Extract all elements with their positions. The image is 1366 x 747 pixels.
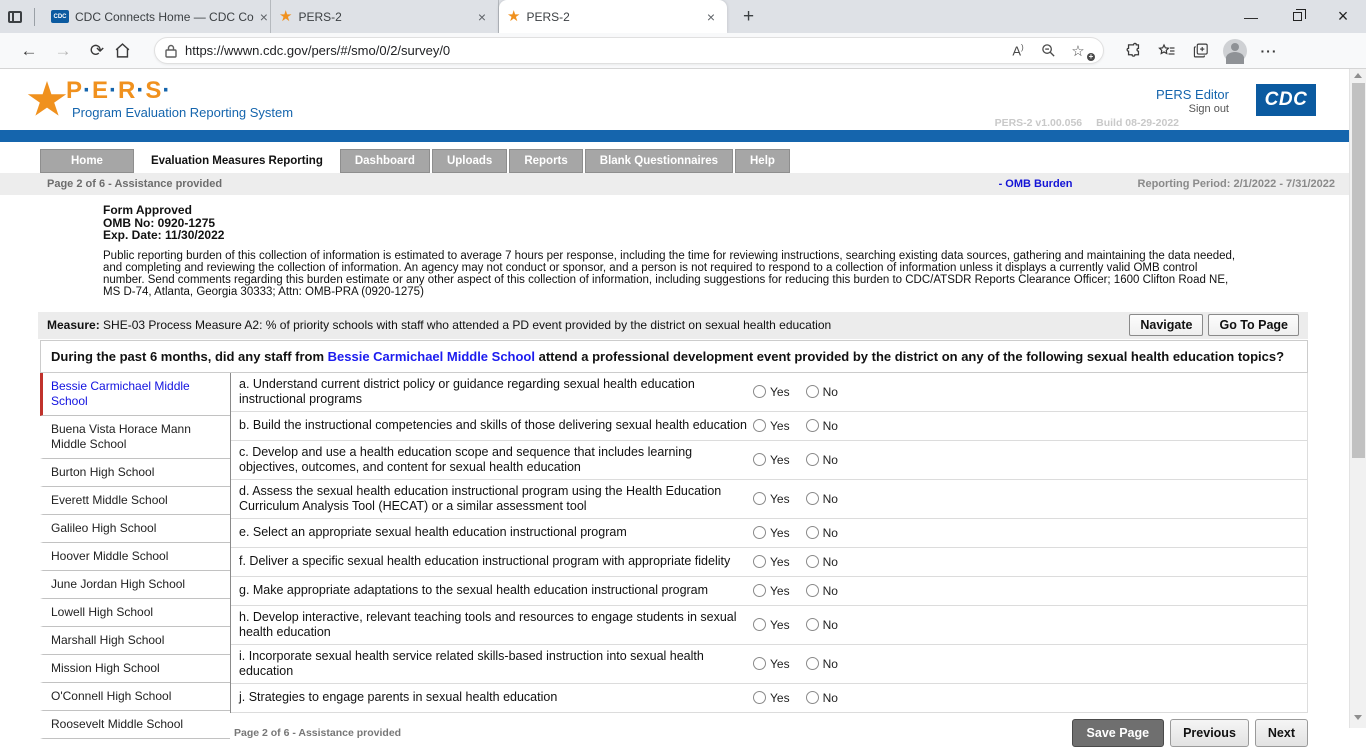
profile-avatar[interactable]	[1220, 36, 1250, 66]
navigate-button[interactable]: Navigate	[1129, 314, 1203, 336]
no-radio[interactable]: No	[806, 419, 838, 433]
question-item-text: a. Understand current district policy or guidance regarding sexual health education instructional programs	[239, 376, 695, 406]
forward-icon[interactable]: →	[54, 40, 72, 60]
footer-page-progress: Page 2 of 6 - Assistance provided	[234, 726, 402, 739]
survey-question: During the past 6 months, did any staff from Bessie Carmichael Middle School attend a professional development event provided by the district on any of the following sexual health education topics?	[40, 340, 1308, 373]
home-icon[interactable]	[114, 42, 148, 59]
question-row	[231, 441, 1307, 480]
no-radio[interactable]: No	[806, 657, 838, 671]
school-list-item[interactable]: Buena Vista Horace Mann Middle School	[40, 416, 230, 459]
no-radio[interactable]: No	[806, 618, 838, 632]
radio-button-icon[interactable]	[806, 385, 819, 398]
radio-button-icon[interactable]	[806, 618, 819, 631]
radio-button-icon[interactable]	[753, 385, 766, 398]
school-list-item[interactable]: Everett Middle School	[40, 487, 230, 515]
reporting-period-text: Reporting Period: 2/1/2022 - 7/31/2022	[1137, 178, 1335, 190]
radio-button-icon[interactable]	[806, 453, 819, 466]
tab-close-icon[interactable]: ×	[706, 8, 716, 25]
scrollbar-down-icon[interactable]	[1354, 715, 1362, 720]
question-row	[231, 480, 1307, 519]
radio-button-icon[interactable]	[753, 618, 766, 631]
read-aloud-icon[interactable]: A)	[1012, 42, 1024, 59]
extensions-icon[interactable]	[1118, 36, 1148, 66]
school-list-item[interactable]: Marshall High School	[40, 627, 230, 655]
question-item-text: j. Strategies to engage parents in sexual health education	[239, 690, 558, 705]
yes-radio[interactable]: Yes	[753, 526, 790, 540]
settings-menu-icon[interactable]: ···	[1260, 42, 1278, 59]
question-item-text: d. Assess the sexual health education instructional program using the Health Education Curriculum Analysis Tool (HECAT) or a similar assessment tool	[239, 483, 722, 513]
header-blue-bar	[0, 130, 1349, 142]
radio-button-icon[interactable]	[806, 584, 819, 597]
radio-button-icon[interactable]	[753, 555, 766, 568]
no-radio[interactable]: No	[806, 555, 838, 569]
no-radio[interactable]: No	[806, 385, 838, 399]
question-row	[231, 606, 1307, 645]
radio-button-icon[interactable]	[806, 419, 819, 432]
question-row	[231, 412, 1307, 441]
no-radio[interactable]: No	[806, 691, 838, 705]
collections-icon[interactable]	[1186, 36, 1216, 66]
radio-button-icon[interactable]	[753, 657, 766, 670]
tab-title: CDC Connects Home — CDC Co	[75, 9, 254, 24]
cdc-favicon-icon: CDC	[51, 10, 69, 23]
yes-radio[interactable]: Yes	[753, 385, 790, 399]
school-list	[40, 373, 230, 747]
tab-strip-divider	[34, 8, 35, 26]
school-list-item[interactable]: Mission High School	[40, 655, 230, 683]
star-favicon-icon: ★	[279, 8, 293, 25]
tab-title: PERS-2	[298, 9, 342, 24]
question-row	[231, 519, 1307, 548]
scrollbar-up-icon[interactable]	[1354, 73, 1362, 78]
browser-toolbar	[0, 33, 1366, 69]
refresh-icon[interactable]: ⟳	[89, 40, 105, 60]
nav-tab-blank-questionnaires[interactable]: Blank Questionnaires	[585, 149, 733, 173]
question-item-text: h. Develop interactive, relevant teaching tools and resources to engage students in sexual health education	[239, 609, 737, 639]
version-text: PERS-2 v1.00.056 Build 08-29-2022	[994, 117, 1179, 129]
nav-tab-evaluation-measures-reporting[interactable]: Evaluation Measures Reporting	[136, 149, 338, 173]
school-list-item[interactable]: Galileo High School	[40, 515, 230, 543]
pers-subtitle: Program Evaluation Reporting System	[72, 105, 294, 120]
page-content	[0, 69, 1349, 740]
main-navigation	[40, 149, 1349, 173]
restore-button[interactable]	[1274, 0, 1320, 33]
radio-button-icon[interactable]	[806, 492, 819, 505]
omb-burden-link[interactable]: - OMB Burden	[998, 178, 1073, 190]
school-list-item[interactable]: Hoover Middle School	[40, 543, 230, 571]
question-item-text: c. Develop and use a health education scope and sequence that includes learning objectives, outcomes, and content for sexual health education	[239, 444, 693, 474]
omb-approval-block	[0, 195, 1349, 242]
tab-actions-menu-icon[interactable]	[0, 0, 30, 33]
page-status-bar	[0, 173, 1349, 195]
burden-statement: Public reporting burden of this collection of information is estimated to average 7 hours per response, including the time for reviewing instructions, searching existing data sources, gathering and maintaining the data needed, and completing and reviewing the collection of information. An agency may not conduct or sponsor, and a person is not required to respond to a collection of information unless it displays a currently valid OMB control number. Send comments regarding this burden estimate or any other aspect of this collection of information, including suggestions for reducing this burden to CDC/ATSDR Reports Clearance Officer; 1600 Clifton Road NE, MS D-74, Atlanta, Georgia 30333; Attn: OMB-PRA (0920-1275)	[103, 249, 1236, 299]
no-radio[interactable]: No	[806, 453, 838, 467]
page-scrollbar[interactable]	[1349, 69, 1366, 728]
new-tab-button[interactable]: +	[743, 5, 755, 27]
tab-close-icon[interactable]: ×	[477, 8, 487, 25]
question-item-text: f. Deliver a specific sexual health education instructional program with appropriate fidelity	[239, 554, 731, 569]
back-icon[interactable]: ←	[20, 40, 38, 60]
school-list-item[interactable]: O'Connell High School	[40, 683, 230, 711]
next-button[interactable]: Next	[1255, 719, 1308, 747]
question-row	[231, 548, 1307, 577]
yes-radio[interactable]: Yes	[753, 555, 790, 569]
pers-logo-text: P·E·R·S·	[66, 77, 172, 104]
no-radio[interactable]: No	[806, 492, 838, 506]
zoom-out-icon[interactable]	[1033, 43, 1063, 58]
question-row	[231, 645, 1307, 684]
yes-radio[interactable]: Yes	[753, 657, 790, 671]
question-row	[231, 373, 1307, 412]
nav-tab-home[interactable]: Home	[40, 149, 134, 173]
yes-radio[interactable]: Yes	[753, 618, 790, 632]
radio-button-icon[interactable]	[753, 691, 766, 704]
radio-button-icon[interactable]	[806, 691, 819, 704]
radio-button-icon[interactable]	[806, 526, 819, 539]
exp-date-line: Exp. Date: 11/30/2022	[103, 228, 225, 242]
address-bar[interactable]	[154, 37, 1104, 64]
question-item-text: g. Make appropriate adaptations to the sexual health education instructional program	[239, 583, 709, 598]
pers-star-icon	[27, 81, 67, 119]
school-list-item[interactable]: Burton High School	[40, 459, 230, 487]
nav-tab-uploads[interactable]: Uploads	[432, 149, 507, 173]
survey-section	[40, 340, 1308, 747]
yes-radio[interactable]: Yes	[753, 419, 790, 433]
pers-header	[0, 69, 1349, 130]
school-list-item[interactable]: June Jordan High School	[40, 571, 230, 599]
cdc-logo[interactable]: CDC	[1256, 84, 1316, 116]
sign-out-link[interactable]: Sign out	[1188, 103, 1229, 115]
nav-tab-help[interactable]: Help	[735, 149, 790, 173]
question-item-text: e. Select an appropriate sexual health education instructional program	[239, 525, 627, 540]
star-favicon-icon: ★	[507, 8, 521, 25]
yes-radio[interactable]: Yes	[753, 492, 790, 506]
yes-radio[interactable]: Yes	[753, 691, 790, 705]
toolbar-right-icons	[1118, 36, 1284, 66]
no-radio[interactable]: No	[806, 526, 838, 540]
nav-tab-reports[interactable]: Reports	[509, 149, 582, 173]
browser-tab-cdc-connects[interactable]	[43, 0, 271, 33]
radio-button-icon[interactable]	[753, 453, 766, 466]
minimize-button[interactable]: —	[1244, 8, 1258, 25]
question-item-text: i. Incorporate sexual health service related skills-based instruction into sexual health education	[239, 648, 704, 678]
school-list-item[interactable]: Roosevelt Middle School	[40, 711, 230, 739]
radio-button-icon[interactable]	[806, 657, 819, 670]
add-favorite-icon[interactable]: ☆ +	[1063, 42, 1093, 60]
tab-title: PERS-2	[526, 9, 570, 24]
url-text[interactable]: https://wwwn.cdc.gov/pers/#/smo/0/2/survey/0	[185, 43, 451, 58]
page-progress-text: Page 2 of 6 - Assistance provided	[47, 178, 223, 190]
lock-icon	[165, 44, 177, 58]
tab-close-icon[interactable]: ×	[259, 8, 268, 25]
radio-button-icon[interactable]	[753, 526, 766, 539]
radio-button-icon[interactable]	[753, 419, 766, 432]
question-item-text: b. Build the instructional competencies and skills of those delivering sexual health education	[239, 418, 747, 433]
browser-tab-pers2-a[interactable]	[271, 0, 499, 33]
radio-button-icon[interactable]	[806, 555, 819, 568]
close-button[interactable]: ×	[1337, 6, 1349, 26]
school-list-item[interactable]: Lowell High School	[40, 599, 230, 627]
browser-tab-pers2-active[interactable]	[499, 0, 727, 33]
table-footer	[230, 719, 1308, 747]
measure-bar	[38, 312, 1308, 339]
save-page-button[interactable]: Save Page	[1072, 719, 1165, 747]
favorites-bar-icon[interactable]	[1152, 36, 1182, 66]
no-radio[interactable]: No	[806, 584, 838, 598]
school-list-item[interactable]: Bessie Carmichael Middle School	[40, 373, 230, 416]
question-row	[231, 684, 1307, 713]
scrollbar-thumb[interactable]	[1352, 83, 1365, 458]
question-table	[230, 373, 1308, 713]
window-controls	[1228, 0, 1366, 33]
user-role-link[interactable]: PERS Editor	[1156, 87, 1229, 102]
omb-number-line: OMB No: 0920-1275	[103, 215, 216, 230]
form-approved-line: Form Approved	[103, 203, 192, 217]
measure-text: Measure: SHE-03 Process Measure A2: % of priority schools with staff who attended a PD event provided by the district on sexual health education	[47, 318, 832, 333]
radio-button-icon[interactable]	[753, 492, 766, 505]
yes-radio[interactable]: Yes	[753, 584, 790, 598]
radio-button-icon[interactable]	[753, 584, 766, 597]
yes-radio[interactable]: Yes	[753, 453, 790, 467]
browser-tab-strip	[0, 0, 1366, 33]
question-row	[231, 577, 1307, 606]
go-to-page-button[interactable]: Go To Page	[1208, 314, 1299, 336]
nav-tab-dashboard[interactable]: Dashboard	[340, 149, 430, 173]
question-school-link[interactable]: Bessie Carmichael Middle School	[327, 348, 535, 364]
previous-button[interactable]: Previous	[1170, 719, 1249, 747]
